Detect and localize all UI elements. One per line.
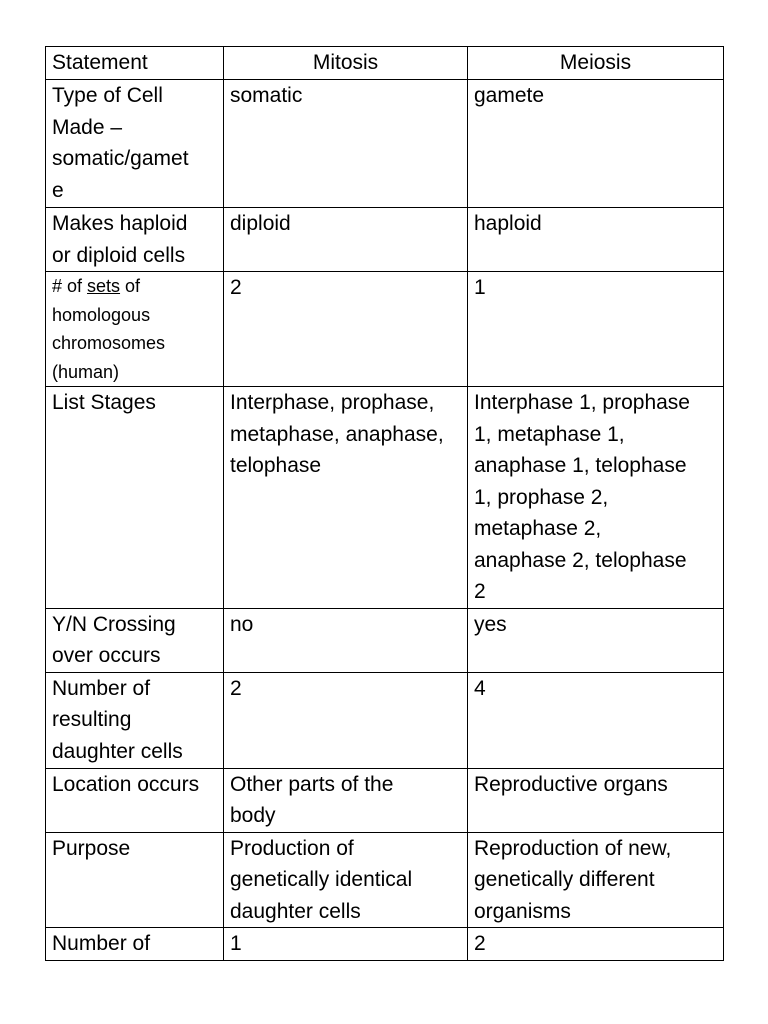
mitosis-cell: Interphase, prophase, metaphase, anaphase, telophase [224, 387, 468, 609]
table-row [46, 272, 724, 387]
table-row [46, 672, 724, 768]
mitosis-cell: Production of genetically identical daughter cells [224, 832, 468, 928]
mitosis-cell: 2 [224, 672, 468, 768]
mitosis-cell: somatic [224, 80, 468, 208]
meiosis-cell: Reproduction of new, genetically different organisms [468, 832, 724, 928]
meiosis-cell: Reproductive organs [468, 768, 724, 832]
statement-underlined-word: sets [87, 276, 121, 296]
statement-prefix: # of [52, 276, 88, 296]
statement-cell: List Stages [46, 387, 224, 609]
table-row [46, 80, 724, 208]
header-meiosis: Meiosis [468, 47, 724, 80]
statement-cell: Type of Cell Made – somatic/gamet e [46, 80, 224, 208]
table-header-row [46, 47, 724, 80]
meiosis-cell: 1 [468, 272, 724, 387]
table-row [46, 832, 724, 928]
meiosis-cell: 4 [468, 672, 724, 768]
meiosis-cell: haploid [468, 208, 724, 272]
statement-cell: Makes haploid or diploid cells [46, 208, 224, 272]
statement-cell [46, 272, 224, 387]
meiosis-cell: 2 [468, 928, 724, 961]
statement-suffix: of homologous chromosomes (human) [52, 276, 166, 382]
meiosis-cell: Interphase 1, prophase 1, metaphase 1, anaphase 1, telophase 1, prophase 2, metaphase 2, anaphase 2, telophase 2 [468, 387, 724, 609]
mitosis-cell: Other parts of the body [224, 768, 468, 832]
meiosis-cell: yes [468, 608, 724, 672]
header-mitosis: Mitosis [224, 47, 468, 80]
statement-cell: Number of [46, 928, 224, 961]
statement-cell: Location occurs [46, 768, 224, 832]
table-row [46, 208, 724, 272]
statement-cell: Number of resulting daughter cells [46, 672, 224, 768]
table-row [46, 387, 724, 609]
table-row [46, 928, 724, 961]
meiosis-cell: gamete [468, 80, 724, 208]
table-row [46, 768, 724, 832]
statement-cell: Y/N Crossing over occurs [46, 608, 224, 672]
comparison-table [45, 46, 724, 961]
mitosis-cell: 2 [224, 272, 468, 387]
statement-cell: Purpose [46, 832, 224, 928]
mitosis-cell: 1 [224, 928, 468, 961]
mitosis-cell: no [224, 608, 468, 672]
header-statement: Statement [46, 47, 224, 80]
table-row [46, 608, 724, 672]
mitosis-cell: diploid [224, 208, 468, 272]
